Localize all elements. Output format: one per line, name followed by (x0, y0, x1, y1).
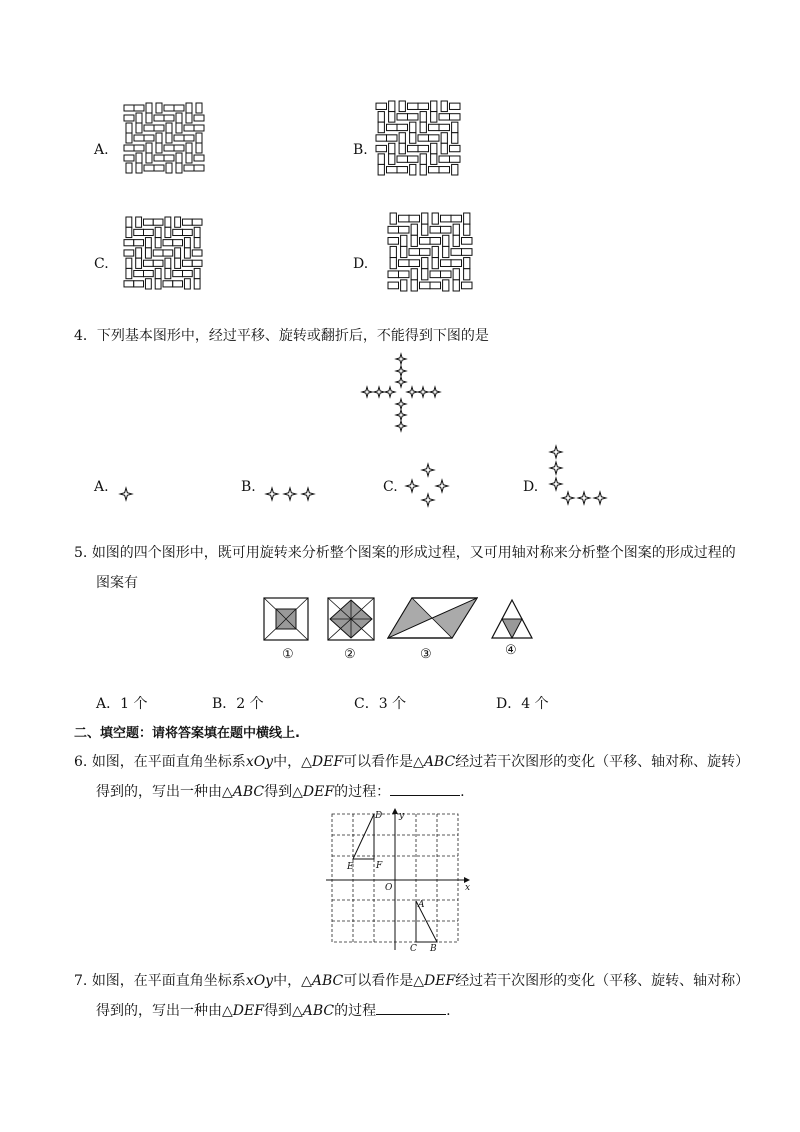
q3-weave-pattern-d (384, 210, 476, 294)
q3-option-c-label: C. (94, 256, 109, 272)
q7-number: 7. (74, 973, 92, 989)
q4-option-b-label: B. (241, 479, 256, 495)
q6-graph-label-o: O (385, 883, 393, 893)
q7-stem-line1 (74, 970, 749, 990)
q3-weave-pattern-b (372, 98, 464, 178)
q6-graph-label-f: F (376, 861, 383, 871)
q6-tri-def: △DEF (301, 754, 344, 770)
q6-coordinate-graph (326, 810, 474, 954)
q5-figure-2 (328, 598, 374, 640)
q6-graph-label-c: C (410, 944, 417, 954)
q6-tri-def-2: △DEF (292, 784, 335, 800)
q4-stem (74, 325, 489, 345)
q5-figure-label-4: ④ (505, 643, 517, 658)
q7-text-2a: 得到的，写出一种由 (96, 1003, 222, 1019)
q7-text-2c: 的过程 (334, 1003, 377, 1019)
q5-text-line1: 如图的四个图形中，既可用旋转来分析整个图案的形成过程，又可用轴对称来分析整个图案的形成过程的 (91, 545, 736, 561)
q5-figure-3 (388, 598, 477, 638)
q4-option-a-label: A. (94, 479, 109, 495)
q7-answer-blank[interactable] (376, 1002, 446, 1015)
q7-var-xoy: xOy (245, 973, 274, 989)
q7-text-1d: 经过若干次图形的变化（平移、旋转、轴对称） (455, 973, 750, 989)
q4-option-c-label: C. (383, 479, 398, 495)
q7-tri-abc-2: △ABC (291, 1003, 335, 1019)
q5-option-a: A．1 个 (96, 696, 148, 712)
q5-option-c: C．3 个 (354, 696, 407, 712)
q7-text-1c: 可以看作是 (343, 973, 414, 989)
q7-tri-def: △DEF (413, 973, 456, 989)
q3-weave-pattern-a (120, 100, 208, 176)
q7-tri-def-2: △DEF (222, 1003, 264, 1019)
q6-stem-line1 (74, 751, 749, 771)
q4-option-d-label: D. (523, 479, 539, 495)
q6-graph-label-a: A (418, 900, 425, 910)
q6-graph-label-e: E (347, 862, 354, 872)
q4-option-a-figure (118, 486, 134, 502)
q7-text-1b: 中， (273, 973, 302, 989)
q5-option-d: D．4 个 (496, 696, 549, 712)
q4-option-c-figure (404, 462, 450, 506)
q5-figure-4 (492, 600, 532, 638)
q6-text-2a: 得到的，写出一种由 (96, 784, 222, 800)
q4-text: 下列基本图形中，经过平移、旋转或翻折后，不能得到下图的是 (96, 328, 489, 344)
q5-stem-line1 (74, 542, 736, 562)
q5-option-b: B．2 个 (212, 696, 264, 712)
q5-stem-line2: 图案有 (96, 575, 138, 591)
q3-option-a-label: A. (94, 142, 109, 158)
q6-number: 6. (74, 754, 92, 770)
q6-text-2b: 得到 (264, 784, 293, 800)
q6-stem-line2 (96, 781, 465, 801)
q6-period: . (460, 784, 465, 800)
q3-option-b-label: B. (353, 142, 368, 158)
q6-text-2c: 的过程： (334, 784, 391, 800)
q6-tri-abc-2: △ABC (222, 784, 265, 800)
q7-text-2b: 得到 (263, 1003, 292, 1019)
q6-graph-label-x: x (465, 883, 471, 893)
q7-text-1a: 如图，在平面直角坐标系 (91, 973, 246, 989)
q5-figure-label-2: ② (344, 647, 356, 662)
q6-graph-label-b: B (430, 944, 437, 954)
q7-stem-line2 (96, 1000, 451, 1020)
q3-option-d-label: D. (353, 256, 369, 272)
q4-star-cross-figure (360, 352, 442, 430)
q6-text-1d: 经过若干次图形的变化（平移、轴对称、旋转） (455, 754, 750, 770)
q6-text-1b: 中， (273, 754, 302, 770)
q6-text-1c: 可以看作是 (343, 754, 414, 770)
q5-figures (262, 596, 532, 660)
q5-figure-label-1: ① (282, 647, 294, 662)
q7-tri-abc: △ABC (301, 973, 344, 989)
q6-text-1a: 如图，在平面直角坐标系 (91, 754, 246, 770)
q6-graph-label-y: y (399, 811, 405, 821)
q6-tri-abc: △ABC (413, 754, 456, 770)
q6-answer-blank[interactable] (390, 783, 460, 796)
q5-number: 5. (74, 545, 92, 561)
q6-graph-label-d: D (375, 811, 383, 821)
q4-option-d-figure (546, 444, 610, 506)
q7-period: . (446, 1003, 451, 1019)
q3-weave-pattern-c (120, 214, 206, 292)
section-2-heading: 二、填空题：请将答案填在题中横线上. (74, 726, 300, 741)
q6-var-xoy: xOy (245, 754, 274, 770)
q5-figure-1 (264, 598, 308, 640)
q5-figure-label-3: ③ (420, 647, 432, 662)
q4-option-b-figure (264, 486, 316, 502)
q4-number: 4． (74, 328, 97, 344)
